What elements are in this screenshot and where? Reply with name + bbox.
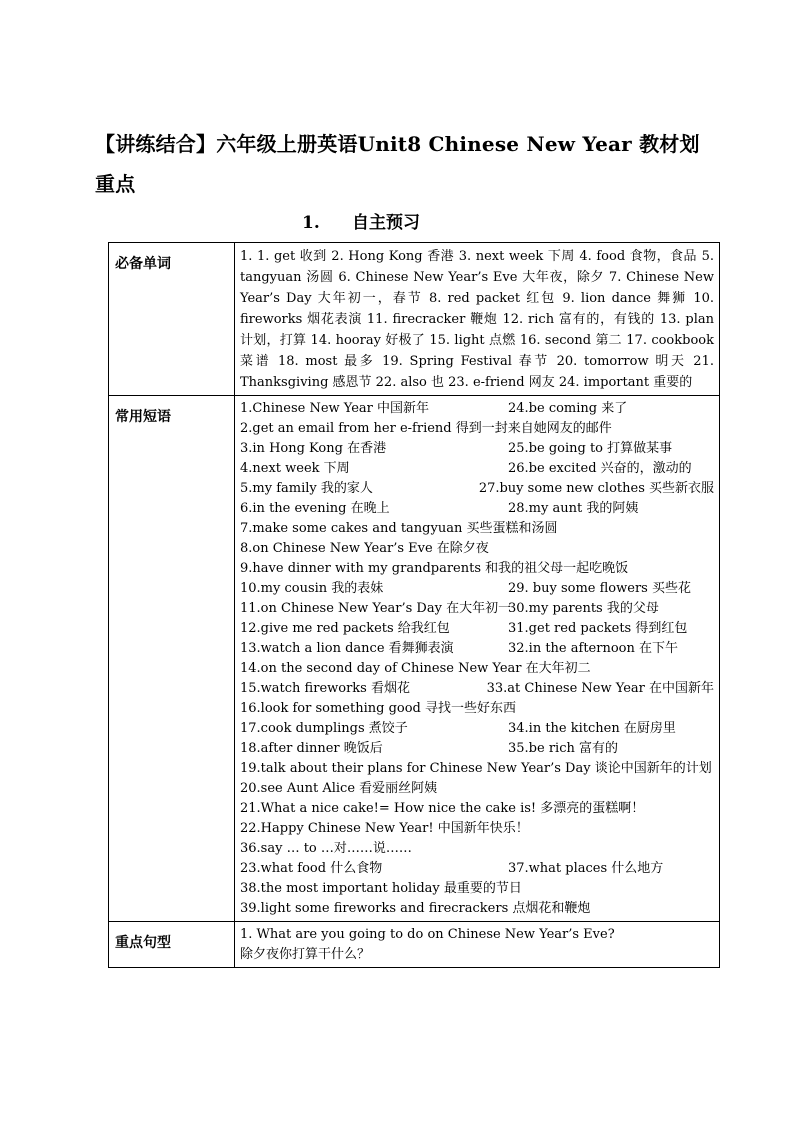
phrase-row <box>240 799 714 819</box>
phrase-item: 6.in the evening 在晚上 <box>240 501 390 516</box>
section-number: 1. <box>302 213 320 233</box>
phrase-item: 27.buy some new clothes 买些新衣服 <box>478 481 714 496</box>
phrase-row <box>240 519 714 539</box>
section-title: 自主预习 <box>352 213 420 233</box>
study-table <box>108 242 720 968</box>
phrase-row <box>240 639 714 659</box>
phrase-row <box>240 739 714 759</box>
phrase-item: 15.watch fireworks 看烟花 <box>240 681 410 696</box>
phrase-item: 34.in the kitchen 在厨房里 <box>508 721 676 736</box>
phrase-row <box>240 699 714 719</box>
phrase-item: 20.see Aunt Alice 看爱丽丝阿姨 <box>240 781 438 796</box>
phrase-item: 4.next week 下周 <box>240 461 350 476</box>
phrase-row <box>240 439 714 459</box>
phrase-item: 2.get an email from her e-friend 得到一封来自她网友的邮件 <box>240 421 612 436</box>
phrase-row <box>240 559 714 579</box>
phrase-item: 3.in Hong Kong 在香港 <box>240 441 387 456</box>
phrase-item: 39.light some fireworks and firecrackers 点烟花和鞭炮 <box>240 901 591 916</box>
phrase-item: 29. buy some flowers 买些花 <box>508 581 691 596</box>
sentence-english: 1. What are you going to do on Chinese New Year’s Eve? <box>240 927 615 942</box>
document-title: 【讲练结合】六年级上册英语Unit8 Chinese New Year 教材划重点 <box>95 132 700 196</box>
phrase-item: 12.give me red packets 给我红包 <box>240 621 450 636</box>
phrase-row <box>240 879 714 899</box>
phrase-row <box>240 539 714 559</box>
phrases-cell <box>235 396 720 922</box>
phrase-item: 33.at Chinese New Year 在中国新年 <box>486 681 714 696</box>
phrase-item: 22.Happy Chinese New Year! 中国新年快乐！ <box>240 821 529 836</box>
phrase-row <box>240 859 714 879</box>
phrase-item: 32.in the afternoon 在下午 <box>508 641 678 656</box>
phrases-row <box>109 396 720 922</box>
phrase-item: 21.What a nice cake!= How nice the cake is! 多漂亮的蛋糕啊！ <box>240 801 645 816</box>
phrase-item: 18.after dinner 晚饭后 <box>240 741 383 756</box>
phrase-row <box>240 479 714 499</box>
phrase-item: 19.talk about their plans for Chinese New Year’s Day 谈论中国新年的计划 <box>240 761 712 776</box>
phrase-row <box>240 679 714 699</box>
phrase-row <box>240 579 714 599</box>
vocab-text: 1. 1. get 收到 2. Hong Kong 香港 3. next week 下周 4. food 食物，食品 5. tangyuan 汤圆 6. Chinese New Year’s Eve 大年夜，除夕 7. Chinese New Year’s Day 大年初一，春节 8. red packet 红包 9. lion dance 舞狮 10. fireworks 烟花表演 11. firecracker 鞭炮 12. rich 富有的，有钱的 13. plan 计划，打算 14. hooray 好极了 15. light 点燃 16. second 第二 17. cookbook 菜谱 18. most 最多 19. Spring Festival 春节 20. tomorrow 明天 21. Thanksgiving 感恩节 22. also 也 23. e-friend 网友 24. important 重要的 <box>240 249 714 390</box>
phrase-item: 17.cook dumplings 煮饺子 <box>240 721 408 736</box>
phrase-row <box>240 419 714 439</box>
phrase-list <box>240 399 714 919</box>
phrase-item: 14.on the second day of Chinese New Year 在大年初二 <box>240 661 591 676</box>
phrase-item: 9.have dinner with my grandparents 和我的祖父母一起吃晚饭 <box>240 561 629 576</box>
phrase-row <box>240 719 714 739</box>
phrase-item: 30.my parents 我的父母 <box>508 601 659 616</box>
sentences-label: 重点句型 <box>109 922 235 968</box>
phrase-item: 1.Chinese New Year 中国新年 <box>240 401 430 416</box>
phrase-item: 5.my family 我的家人 <box>240 481 373 496</box>
phrase-row <box>240 599 714 619</box>
phrase-row <box>240 819 714 839</box>
phrase-row <box>240 619 714 639</box>
phrase-row <box>240 899 714 919</box>
phrase-row <box>240 779 714 799</box>
section-heading <box>302 210 420 236</box>
vocab-row <box>109 243 720 396</box>
phrase-item: 10.my cousin 我的表妹 <box>240 581 384 596</box>
phrase-row <box>240 499 714 519</box>
phrase-item: 13.watch a lion dance 看舞狮表演 <box>240 641 454 656</box>
phrase-item: 38.the most important holiday 最重要的节日 <box>240 881 522 896</box>
phrase-row <box>240 399 714 419</box>
vocab-label: 必备单词 <box>109 243 235 396</box>
phrase-item: 26.be excited 兴奋的，激动的 <box>508 461 692 476</box>
phrase-item: 37.what places 什么地方 <box>508 861 664 876</box>
phrase-item: 24.be coming 来了 <box>508 401 628 416</box>
phrase-item: 25.be going to 打算做某事 <box>508 441 673 456</box>
phrases-label: 常用短语 <box>109 396 235 922</box>
phrase-item: 28.my aunt 我的阿姨 <box>508 501 639 516</box>
phrase-item: 8.on Chinese New Year’s Eve 在除夕夜 <box>240 541 489 556</box>
phrase-item: 35.be rich 富有的 <box>508 741 618 756</box>
phrase-item: 11.on Chinese New Year’s Day 在大年初一 <box>240 601 512 616</box>
phrase-item: 23.what food 什么食物 <box>240 861 383 876</box>
phrase-row <box>240 839 714 859</box>
phrase-item: 16.look for something good 寻找一些好东西 <box>240 701 517 716</box>
phrase-row <box>240 759 714 779</box>
sentence-chinese: 除夕夜你打算干什么？ <box>240 947 371 962</box>
phrase-row <box>240 659 714 679</box>
phrase-row <box>240 459 714 479</box>
phrase-item: 31.get red packets 得到红包 <box>508 621 688 636</box>
vocab-cell <box>235 243 720 396</box>
phrase-item: 36.say … to …对……说…… <box>240 841 412 856</box>
phrase-item: 7.make some cakes and tangyuan 买些蛋糕和汤圆 <box>240 521 558 536</box>
sentences-row <box>109 922 720 968</box>
sentences-cell <box>235 922 720 968</box>
